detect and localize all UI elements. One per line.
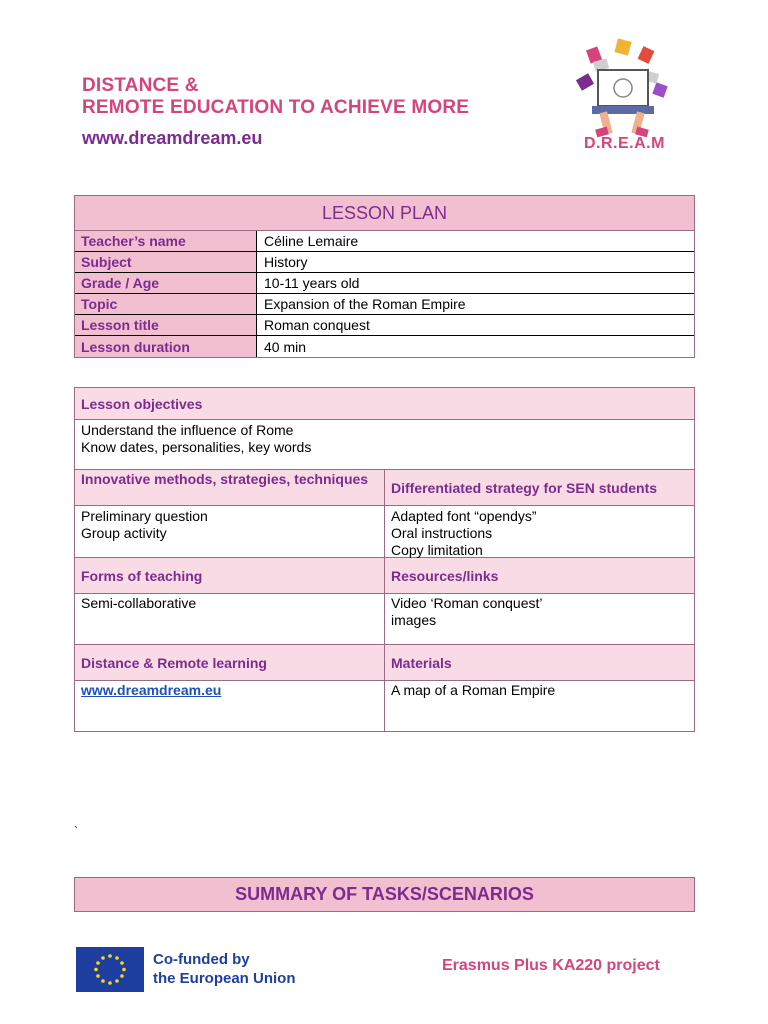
eu-cofunded-text: [153, 950, 296, 988]
plan-value: 10-11 years old: [264, 275, 360, 291]
distance-body-row: [75, 680, 694, 731]
forms-header-row: [75, 557, 694, 593]
plan-value: Céline Lemaire: [264, 233, 359, 249]
sen-header: Differentiated strategy for SEN students: [385, 470, 694, 505]
objectives-header: Lesson objectives: [75, 388, 694, 419]
methods-body: [75, 506, 385, 557]
plan-value: Roman conquest: [264, 317, 370, 333]
plan-value: Expansion of the Roman Empire: [264, 296, 466, 312]
resource-item: images: [391, 612, 437, 628]
plan-label: Subject: [75, 252, 257, 272]
stray-mark: `: [74, 824, 78, 838]
summary-title: SUMMARY OF TASKS/SCENARIOS: [74, 877, 695, 912]
plan-label: Topic: [75, 294, 257, 314]
plan-label: Grade / Age: [75, 273, 257, 293]
sen-item: Oral instructions: [391, 525, 493, 541]
plan-row-grade: [75, 273, 694, 294]
objective-item: Know dates, personalities, key words: [81, 439, 312, 455]
header-title-line-1: DISTANCE &: [82, 75, 199, 96]
header-website-url[interactable]: www.dreamdream.eu: [82, 128, 263, 148]
methods-header: Innovative methods, strategies, techniques: [75, 470, 385, 505]
lesson-plan-table: [74, 195, 695, 358]
erasmus-project-text: Erasmus Plus KA220 project: [442, 957, 660, 974]
resource-item: Video ‘Roman conquest’: [391, 595, 543, 611]
header-title-line-2: REMOTE EDUCATION TO ACHIEVE MORE: [82, 97, 470, 118]
eu-flag-icon: [76, 947, 144, 992]
plan-label: Teacher’s name: [75, 231, 257, 251]
lesson-plan-title: LESSON PLAN: [75, 196, 694, 231]
distance-header-row: [75, 644, 694, 680]
distance-link[interactable]: www.dreamdream.eu: [81, 682, 222, 698]
methods-header-row: [75, 469, 694, 505]
eu-text-line: the European Union: [153, 970, 296, 987]
forms-body: Semi-collaborative: [75, 594, 385, 644]
plan-row-lesson-title: [75, 315, 694, 336]
plan-row-topic: [75, 294, 694, 315]
materials-body: A map of a Roman Empire: [391, 682, 556, 698]
forms-header: Forms of teaching: [75, 558, 385, 593]
plan-row-duration: [75, 336, 694, 357]
plan-value: History: [264, 254, 308, 270]
sen-item: Adapted font “opendys”: [391, 508, 537, 524]
sen-item: Copy limitation: [391, 542, 483, 558]
sen-body: [385, 506, 694, 557]
eu-text-line: Co-funded by: [153, 951, 250, 968]
resources-header: Resources/links: [385, 558, 694, 593]
plan-label: Lesson title: [75, 315, 257, 335]
plan-value: 40 min: [264, 338, 307, 355]
materials-header: Materials: [385, 645, 694, 680]
distance-body: [75, 681, 385, 731]
plan-row-teacher: [75, 231, 694, 252]
method-item: Preliminary question: [81, 508, 208, 524]
method-item: Group activity: [81, 525, 167, 541]
dream-logo-text: D.R.E.A.M: [584, 135, 665, 152]
forms-body-row: [75, 593, 694, 644]
objective-item: Understand the influence of Rome: [81, 422, 294, 438]
plan-row-subject: [75, 252, 694, 273]
lesson-detail-table: [74, 387, 695, 732]
distance-header: Distance & Remote learning: [75, 645, 385, 680]
objectives-body: [75, 419, 694, 469]
resources-body: [385, 594, 694, 644]
methods-body-row: [75, 505, 694, 557]
plan-label: Lesson duration: [75, 336, 257, 357]
